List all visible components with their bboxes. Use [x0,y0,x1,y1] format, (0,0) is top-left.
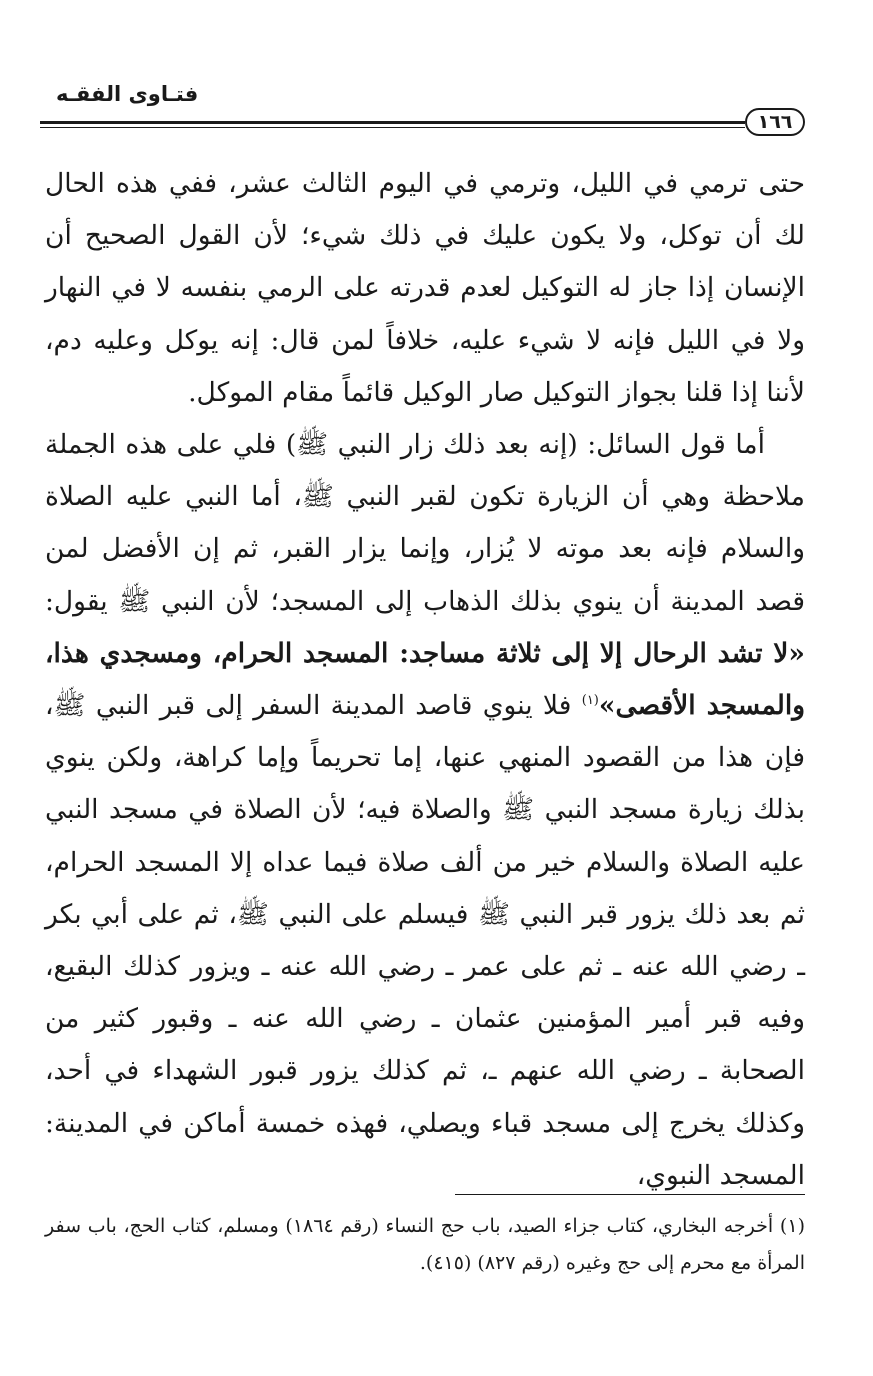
body-text [45,158,805,1202]
page-header [40,78,805,138]
paragraph-2-part-a: أما قول السائل: (إنه بعد ذلك زار النبي ﷺ) فلي على هذه الجملة ملاحظة وهي أن الزيارة تكون لقبر النبي ﷺ، أما النبي عليه الصلاة والسلام فإنه بعد موته لا يُزار، وإنما يزار القبر، ثم إن الأفضل لمن قصد المدينة أن ينوي بذلك الذهاب إلى المسجد؛ لأن النبي ﷺ يقول: [45,429,805,617]
running-title: فتـاوى الفقـه [56,82,199,106]
hadith-quote: «لا تشد الرحال إلا إلى ثلاثة مساجد: المسجد الحرام، ومسجدي هذا، والمسجد الأقصى» [45,637,805,722]
page-number: ١٦٦ [745,108,805,136]
header-rule-thin [40,127,745,128]
paragraph-2-part-b: فلا ينوي قاصد المدينة السفر إلى قبر النبي ﷺ، فإن هذا من القصود المنهي عنها، إما تحريماً وإما كراهة، ولكن ينوي بذلك زيارة مسجد النبي ﷺ والصلاة فيه؛ لأن الصلاة في مسجد النبي عليه الصلاة والسلام خير من ألف صلاة فيما عداه إلا المسجد الحرام، ثم بعد ذلك يزور قبر النبي ﷺ فيسلم على النبي ﷺ، ثم على أبي بكر ـ رضي الله عنه ـ ثم على عمر ـ رضي الله عنه ـ ويزور كذلك البقيع، وفيه قبر أمير المؤمنين عثمان ـ رضي الله عنه ـ وقبور كثير من الصحابة ـ رضي الله عنهم ـ، ثم كذلك يزور قبور الشهداء في أحد، وكذلك يخرج إلى مسجد قباء ويصلي، فهذه خمسة أماكن في المدينة: المسجد النبوي، [45,690,805,1191]
header-rule [40,121,745,124]
footnote-reference[interactable]: (١) [581,693,599,709]
paragraph-2 [45,419,805,1202]
footnote: (١) أخرجه البخاري، كتاب جزاء الصيد، باب حج النساء (رقم ١٨٦٤) ومسلم، كتاب الحج، باب سفر المرأة مع محرم إلى حج وغيره (رقم ٨٢٧) (٤١٥). [45,1215,805,1274]
footnote-separator [455,1194,805,1195]
paragraph-1: حتى ترمي في الليل، وترمي في اليوم الثالث عشر، ففي هذه الحال لك أن توكل، ولا يكون عليك في ذلك شيء؛ لأن القول الصحيح أن الإنسان إذا جاز له التوكيل لعدم قدرته على الرمي بنفسه لا في النهار ولا في الليل فإنه لا شيء عليه، خلافاً لمن قال: إنه يوكل وعليه دم، لأننا إذا قلنا بجواز التوكيل صار الوكيل قائماً مقام الموكل. [45,168,805,408]
